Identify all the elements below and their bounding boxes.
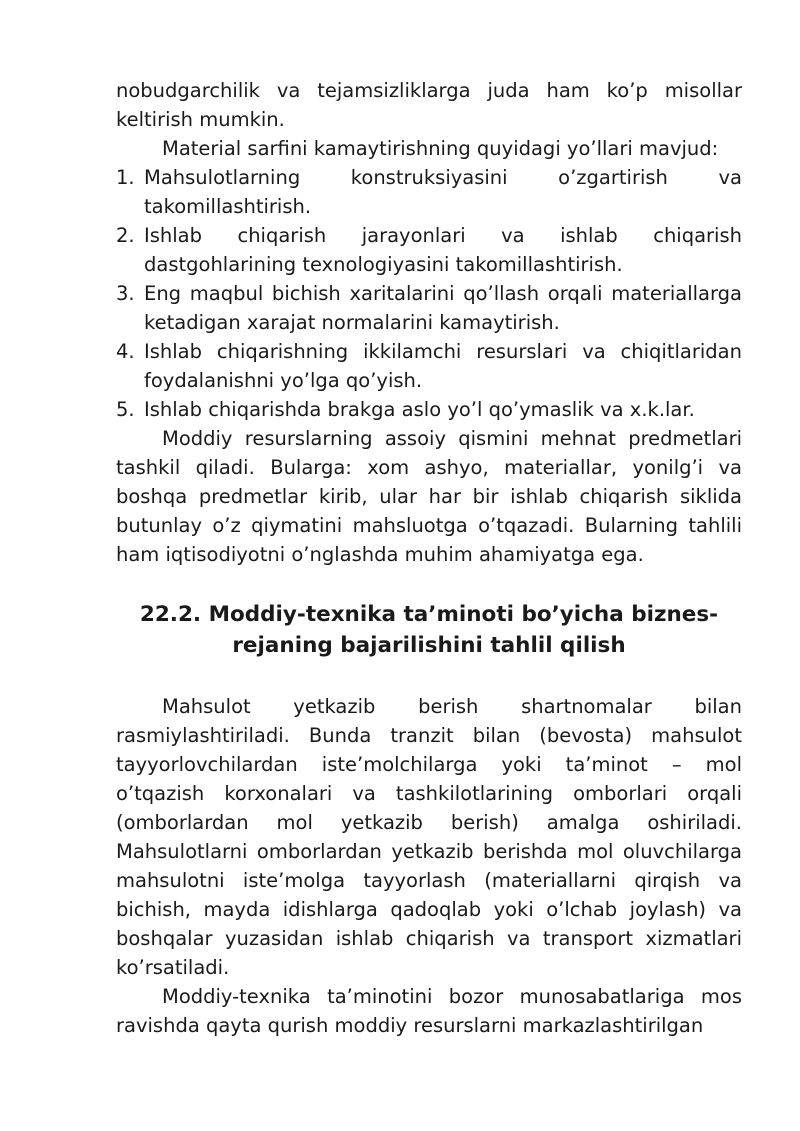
numbered-list xyxy=(116,163,742,424)
list-item xyxy=(116,395,742,424)
paragraph-delivery: Mahsulot yetkazib berish shartnomalar bilan rasmiylashtiriladi. Bunda tranzit bilan (bevosta) mahsulot tayyorlovchilardan iste’molchilarga yoki ta’minot – mol o’tqazish korxonalari va tashkilotlarining omborlari orqali (omborlardan mol yetkazib berish) amalga oshiriladi. Mahsulotlarni omborlardan yetkazib berishda mol oluvchilarga mahsulotni iste’molga tayyorlash (materiallarni qirqish va bichish, mayda idishlarga qadoqlab yoki o’lchab joylash) va boshqalar yuzasidan ishlab chiqarish va transport xizmatlari ko’rsatiladi. xyxy=(116,695,742,979)
list-item-number: 5. xyxy=(116,398,135,421)
list-item-number: 3. xyxy=(116,282,135,305)
list-item xyxy=(116,163,742,221)
list-item-text: Ishlab chiqarishning ikkilamchi resurslari va chiqitlaridan foydalanishni yo’lga qo’yish. xyxy=(144,340,742,392)
section-heading: 22.2. Moddiy-texnika ta’minoti bo’yicha biznes-rejaning bajarilishini tahlil qilish xyxy=(139,602,719,658)
list-item-text: Mahsulotlarning konstruksiyasini o’zgartirish va takomillashtirish. xyxy=(144,166,742,218)
list-item-number: 2. xyxy=(116,224,135,247)
paragraph-list-intro: Material sarfini kamaytirishning quyidagi yo’llari mavjud: xyxy=(162,137,719,160)
list-item-text: Ishlab chiqarishda brakga aslo yo’l qo’ymaslik va x.k.lar. xyxy=(144,398,695,421)
list-item-text: Eng maqbul bichish xaritalarini qo’llash orqali materiallarga ketadigan xarajat normalarini kamaytirish. xyxy=(144,282,742,334)
list-item xyxy=(116,279,742,337)
list-item-number: 1. xyxy=(116,166,135,189)
paragraph-continuation: nobudgarchilik va tejamsizliklarga juda ham ko’p misollar keltirish mumkin. xyxy=(116,79,742,131)
list-item xyxy=(116,337,742,395)
paragraph-restructuring: Moddiy-texnika ta’minotini bozor munosabatlariga mos ravishda qayta qurish moddiy resurslarni markazlashtirilgan xyxy=(116,985,742,1037)
document-page xyxy=(116,76,742,1040)
list-item-text: Ishlab chiqarish jarayonlari va ishlab chiqarish dastgohlarining texnologiyasini takomillashtirish. xyxy=(144,224,742,276)
list-item-number: 4. xyxy=(116,340,135,363)
paragraph-resources: Moddiy resurslarning assoiy qismini mehnat predmetlari tashkil qiladi. Bularga: xom ashyo, materiallar, yonilg’i va boshqa predmetlar kirib, ular har bir ishlab chiqarish siklida butunlay o’z qiymatini mahsluotga o’tqazadi. Bularning tahlili ham iqtisodiyotni o’nglashda muhim ahamiyatga ega. xyxy=(116,427,742,566)
list-item xyxy=(116,221,742,279)
